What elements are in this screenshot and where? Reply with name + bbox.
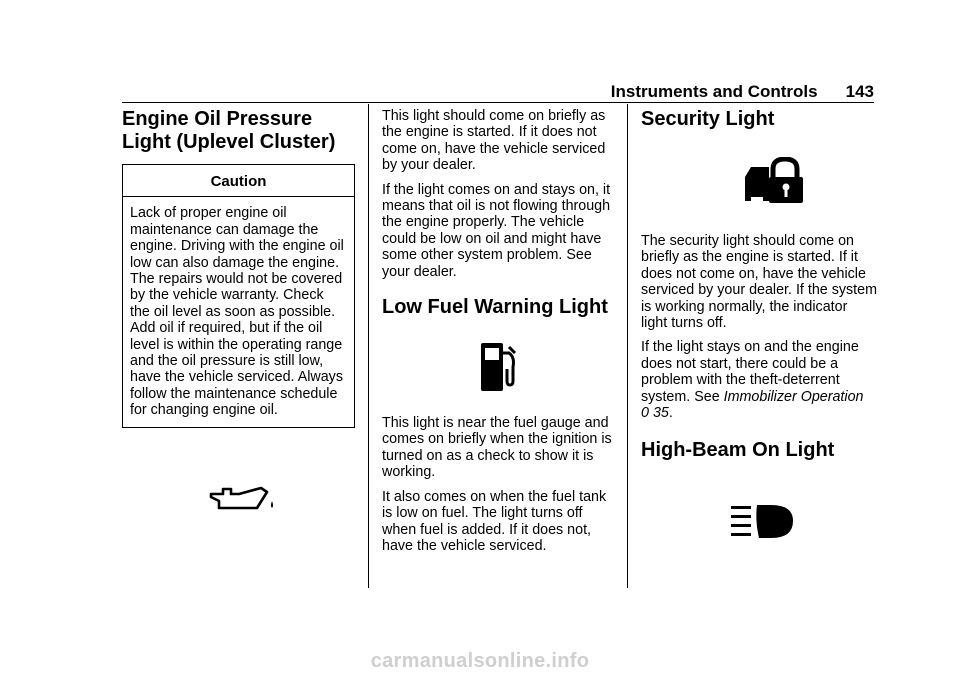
oil-can-icon xyxy=(122,486,355,518)
low-fuel-heading: Low Fuel Warning Light xyxy=(382,296,608,319)
column-1 xyxy=(122,108,355,518)
column-2 xyxy=(382,108,616,562)
high-beam-icon xyxy=(641,502,877,542)
oil-paragraph-2: If the light comes on and stays on, it means that oil is not flowing through the engine properly. The vehicle could be low on oil and might have some other system problem. See your dealer. xyxy=(382,181,611,280)
page-ref-symbol: 0 xyxy=(641,405,649,422)
section-title: Instruments and Controls xyxy=(610,82,818,101)
security-paragraph-1: The security light should come on briefly as the engine is started. If it does not come on, have the vehicle serviced by your dealer. If the system is working normally, the indicator light turns off. xyxy=(641,233,878,332)
caution-title: Caution xyxy=(123,165,354,197)
column-divider-2 xyxy=(627,104,628,588)
high-beam-heading: High-Beam On Light xyxy=(641,439,835,462)
oil-paragraph-1: This light should come on briefly as the engine is started. If it does not come on, have the vehicle serviced by your dealer. xyxy=(382,108,606,174)
security-light-heading: Security Light xyxy=(641,108,775,130)
page-ref[interactable]: 35 xyxy=(652,405,669,422)
oil-pressure-heading: Engine Oil Pressure Light (Uplevel Cluster) xyxy=(122,108,336,153)
column-3 xyxy=(641,108,877,542)
page-number: 143 xyxy=(845,82,874,101)
immobilizer-link[interactable]: Immobilizer Operation xyxy=(723,388,864,405)
caution-box xyxy=(122,164,355,428)
header-rule xyxy=(122,102,874,103)
column-divider-1 xyxy=(368,104,369,588)
vehicle-lock-icon xyxy=(641,157,877,207)
watermark: carmanualsonline.info xyxy=(370,650,590,672)
security-paragraph-2 xyxy=(641,339,877,421)
security-paragraph-2-end: . xyxy=(668,405,673,422)
security-paragraph-2-text: If the light stays on and the engine does not start, there could be a problem with the theft-deterrent system. See xyxy=(641,339,859,405)
page-header xyxy=(611,82,874,102)
fuel-pump-icon xyxy=(382,339,616,395)
caution-text: Lack of proper engine oil maintenance can damage the engine. Driving with the engine oil low can also damage the engine. The repairs would not be covered by the vehicle warranty. Check the oil level as soon as possible. Add oil if required, but if the oil level is within the operating range and the oil pressure is still low, have the vehicle serviced. Always follow the maintenance schedule for changing engine oil. xyxy=(130,205,344,419)
fuel-paragraph-1: This light is near the fuel gauge and comes on briefly when the ignition is turned on as a check to show it is working. xyxy=(382,415,612,481)
fuel-paragraph-2: It also comes on when the fuel tank is low on fuel. The light turns off when fuel is added. If it does not, have the vehicle serviced. xyxy=(382,488,607,554)
